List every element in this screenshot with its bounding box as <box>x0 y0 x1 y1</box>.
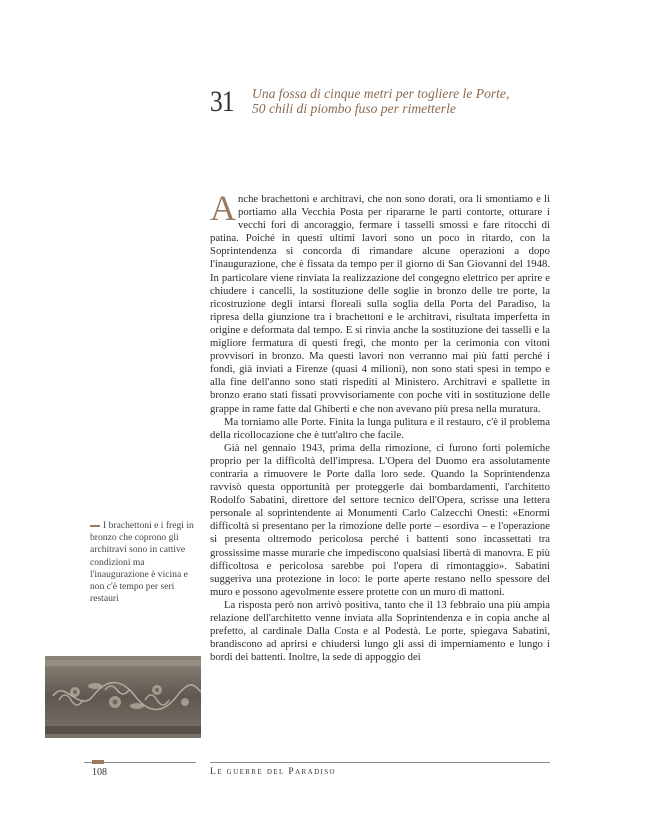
bronze-frieze-photo <box>45 656 201 738</box>
chapter-number: 31 <box>210 85 234 118</box>
page-number: 108 <box>92 767 107 778</box>
frieze-illustration <box>45 656 201 738</box>
footer-rule-right <box>210 762 550 763</box>
folio-marker <box>92 760 104 764</box>
caption-text: I brachettoni e i fregi in bronzo che coprono gli architravi sono in cattive condizioni ma l'inaugurazione è vicina e non c'è tempo per seri restauri <box>90 520 194 605</box>
body-text <box>210 188 550 664</box>
chapter-title <box>252 86 582 116</box>
chapter-title-line-1: Una fossa di cinque metri per togliere le Porte, <box>252 86 510 101</box>
caption-marker <box>90 525 100 527</box>
paragraph-2: Ma torniamo alle Porte. Finita la lunga pulitura e il restauro, c'è il problema della ricollocazione che è tutt'altro che facile. <box>210 415 550 441</box>
paragraph-3: Già nel gennaio 1943, prima della rimozione, ci furono forti polemiche proprio per la difficoltà dell'impresa. L'Opera del Duomo era assolutamente contraria a rimuovere le Porte dalla loro sede. Quando la Soprintendenza ravvisò questa opportunità per proteggerle dai bombardamenti, l'architetto Rodolfo Sabatini, direttore del settore tecnico dell'Opera, scrisse una lettera personale al soprintendente ai Monumenti Carlo Calzecchi Onesti: «Enormi difficoltà si presentano per la rimozione delle porte – esordiva – e l'operazione si presenta oltremodo pericolosa perché i battenti sono incassettati tra grossissime masse murarie che impediscono qualsiasi libertà di manovra. E più difficoltosa e pericolosa sarebbe poi l'opera di rimontaggio». Sabatini suggeriva una protezione in loco: le porte aperte restano nello spessore del muro e possono agevolmente essere protette con un muro di mattoni. <box>210 441 550 598</box>
paragraph-1 <box>210 188 550 416</box>
drop-cap: A <box>210 188 236 228</box>
paragraph-4: La risposta però non arrivò positiva, tanto che il 13 febbraio una più ampia relazione dell'architetto venne inviata alla Soprintendenza e in copia anche al prefetto, al cardinale Dalla Costa e al Podestà. Le porte, spiegava Sabatini, brandiscono ad aprirsi e chiudersi lungo gli assi di imperniamento e lungo i bordi dei battenti. Inoltre, la sede di appoggio dei <box>210 598 550 664</box>
paragraph-1-text: nche brachettoni e architravi, che non sono dorati, ora li smontiamo e li portiamo alla Vecchia Posta per ripararne le parti contorte, otturare i vecchi fori di ancoraggio, fermare i tasselli smossi e fare ritocchi di patina. Poiché in questi ultimi lavori sono un poco in ritardo, con la Soprintendenza si concorda di rimandare alcune operazioni a dopo l'inaugurazione, che è fissata da tempo per il giorno di San Giovanni del 1948. In particolare viene rinviata la realizzazione del congegno elettrico per aprire e chiudere i cancelli, la sostituzione delle soglie in bronzo delle tre porte, la ricostruzione degli intarsi floreali sulla soglia della Porta del Paradiso, la ripresa della giunzione tra i brachettoni e le architravi, risultata imperfetta in origine e deformata dal tempo. E si rinvia anche la sostituzione dei tasselli e la migliore fermatura di questi fregi, che monto per la cerimonia con vitoni provvisori in bronzo. Ma questi lavori non verranno mai più fatti perché i fondi, già inviati a Firenze (quasi 4 milioni), non sono stati spesi in tempo e alla fine dell'anno sono stati rispediti al Ministero. Architravi e spallette in bronzo erano stati fissati provvisoriamente con poche viti in sostituzione delle grappe in rame fatte dal Ghiberti e che non avevano più presa nella muratura. <box>210 193 550 415</box>
sidebar-caption <box>90 520 202 605</box>
chapter-heading <box>210 86 610 126</box>
running-title: Le guerre del Paradiso <box>210 767 337 777</box>
chapter-title-line-2: 50 chili di piombo fuso per rimetterle <box>252 101 456 116</box>
